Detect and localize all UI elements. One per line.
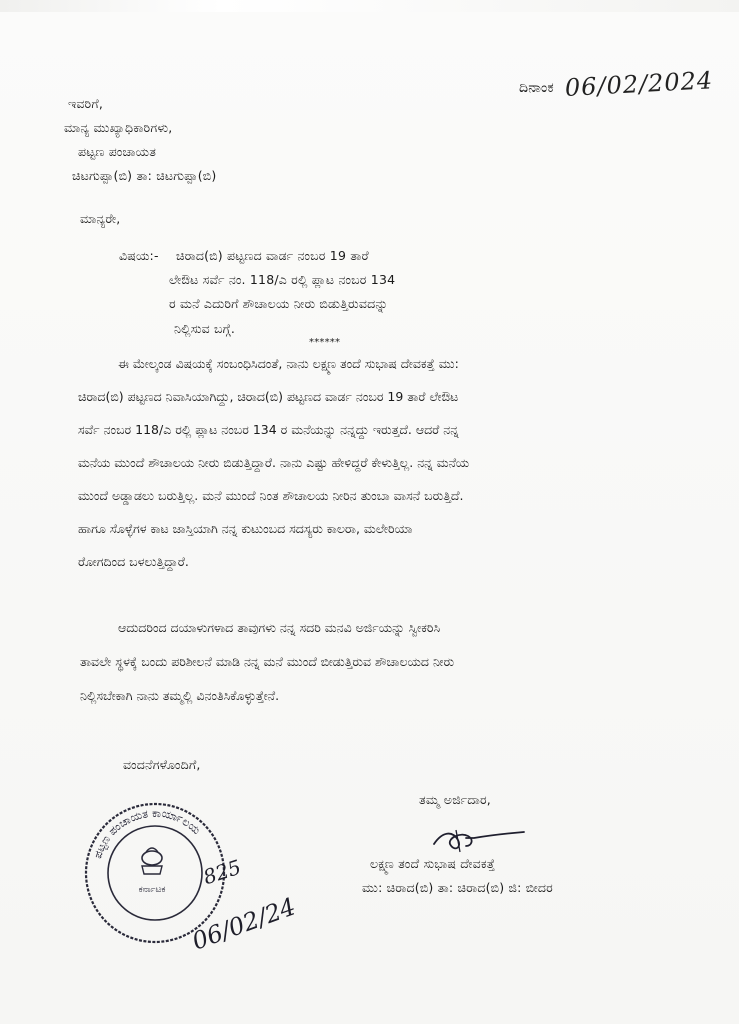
body1-line-4: ಮನೆಯ ಮುಂದೆ ಶೌಚಾಲಯ ನೀರು ಬಿಡುತ್ತಿದ್ದಾರೆ. ನಾನು ಎಷ್ಟು ಹೇಳಿದ್ದರೆ ಕೇಳುತ್ತಿಲ್ಲ. ನನ್ನ ಮನೆಯ [78,455,470,470]
subject-label: ವಿಷಯ:- [119,248,159,263]
separator: ****** [309,337,341,348]
stamp-inward-number: 825 [200,854,244,890]
recipient-line-1: ಇವರಿಗೆ, [68,96,103,111]
closing: ವಂದನೆಗಳೊಂದಿಗೆ, [123,757,201,772]
sender-name: ಲಕ್ಷ್ಮಣ ತಂದೆ ಸುಭಾಷ ದೇವಕತ್ತೆ [370,856,496,871]
sender-address: ಮು: ಚಿರಾದ(ಬಿ) ತಾ: ಚಿರಾದ(ಬಿ) ಜಿ: ಬೀದರ [362,880,553,895]
stamp-ring-text: ಪಟ್ಟಣ ಪಂಚಾಯತ ಕಾರ್ಯಾಲಯ [91,806,203,861]
subject-line-1: ಚಿರಾದ(ಬಿ) ಪಟ್ಟಣದ ವಾರ್ಡ ನಂಬರ 19 ತಾರೆ [176,248,369,263]
emblem-icon [142,848,162,874]
subject-line-4: ನಿಲ್ಲಿಸುವ ಬಗ್ಗೆ. [174,321,236,336]
body1-line-5: ಮುಂದೆ ಅಡ್ಡಾಡಲು ಬರುತ್ತಿಲ್ಲ. ಮನೆ ಮುಂದೆ ನಿಂತ ಶೌಚಾಲಯ ನೀರಿನ ತುಂಬಾ ವಾಸನೆ ಬರುತ್ತಿದೆ. [78,488,464,503]
recipient-line-4: ಚಿಟಗುಪ್ಪಾ(ಬಿ) ತಾ: ಚಿಟಗುಪ್ಪಾ(ಬಿ) [72,168,217,183]
subject-line-2: ಲೇಔಟ ಸರ್ವೆ ನಂ. 118/ಎ ರಲ್ಲಿ ಪ್ಲಾಟ ನಂಬರ 134 [169,272,396,287]
subject-line-3: ರ ಮನೆ ಎದುರಿಗೆ ಶೌಚಾಲಯ ನೀರು ಬಿಡುತ್ತಿರುವದನ್ನು [169,296,389,311]
body1-line-1: ಈ ಮೇಲ್ಕಂಡ ವಿಷಯಕ್ಕೆ ಸಂಬಂಧಿಸಿದಂತೆ, ನಾನು ಲಕ್ಷ್ಮಣ ತಂದೆ ಸುಭಾಷ ದೇವಕತ್ತೆ ಮು: [118,356,459,371]
stamp-center-text: ಕರ್ನಾಟಕ [138,885,166,895]
salutation: ಮಾನ್ಯರೇ, [80,211,121,226]
date-block [519,66,714,102]
stamp-inward-date: 06/02/24 [188,892,300,956]
date-value: 06/02/2024 [564,66,714,102]
body2-line-3: ನಿಲ್ಲಿಸಬೇಕಾಗಿ ನಾನು ತಮ್ಮಲ್ಲಿ ವಿನಂತಿಸಿಕೊಳ್ಳುತ್ತೇನೆ. [80,688,280,703]
recipient-line-3: ಪಟ್ಟಣ ಪಂಚಾಯತ [78,144,157,159]
page-top-edge [0,0,739,12]
body2-line-1: ಆದುದರಿಂದ ದಯಾಳುಗಳಾದ ತಾವುಗಳು ನನ್ನ ಸದರಿ ಮನವಿ ಅರ್ಜಿಯನ್ನು ಸ್ವೀಕರಿಸಿ [118,620,441,635]
signoff: ತಮ್ಮ ಅರ್ಜಿದಾರ, [419,792,491,807]
recipient-line-2: ಮಾನ್ಯ ಮುಖ್ಯಾಧಿಕಾರಿಗಳು, [64,120,173,135]
body2-line-2: ತಾವಲೇ ಸ್ಥಳಕ್ಕೆ ಬಂದು ಪರಿಶೀಲನೆ ಮಾಡಿ ನನ್ನ ಮನೆ ಮುಂದೆ ಬೀಡುತ್ತಿರುವ ಶೌಚಾಲಯದ ನೀರು [80,654,455,669]
date-label: ದಿನಾಂಕ [519,80,554,96]
body1-line-7: ರೋಗದಿಂದ ಬಳಲುತ್ತಿದ್ದಾರೆ. [78,554,189,569]
body1-line-2: ಚಿರಾದ(ಬಿ) ಪಟ್ಟಣದ ನಿವಾಸಿಯಾಗಿದ್ದು, ಚಿರಾದ(ಬಿ) ಪಟ್ಟಣದ ವಾರ್ಡ ನಂಬರ 19 ತಾರೆ ಲೇಔಟ [78,389,459,404]
body1-line-6: ಹಾಗೂ ಸೊಳ್ಳೆಗಳ ಕಾಟ ಜಾಸ್ತಿಯಾಗಿ ನನ್ನ ಕುಟುಂಬದ ಸದಸ್ಯರು ಕಾಲರಾ, ಮಲೇರಿಯಾ [78,521,413,536]
body1-line-3: ಸರ್ವೆ ನಂಬರ 118/ಎ ರಲ್ಲಿ ಪ್ಲಾಟ ನಂಬರ 134 ರ ಮನೆಯನ್ನು ನನ್ನದ್ದು ಇರುತ್ತದೆ. ಆದರೆ ನನ್ನ [78,422,459,437]
